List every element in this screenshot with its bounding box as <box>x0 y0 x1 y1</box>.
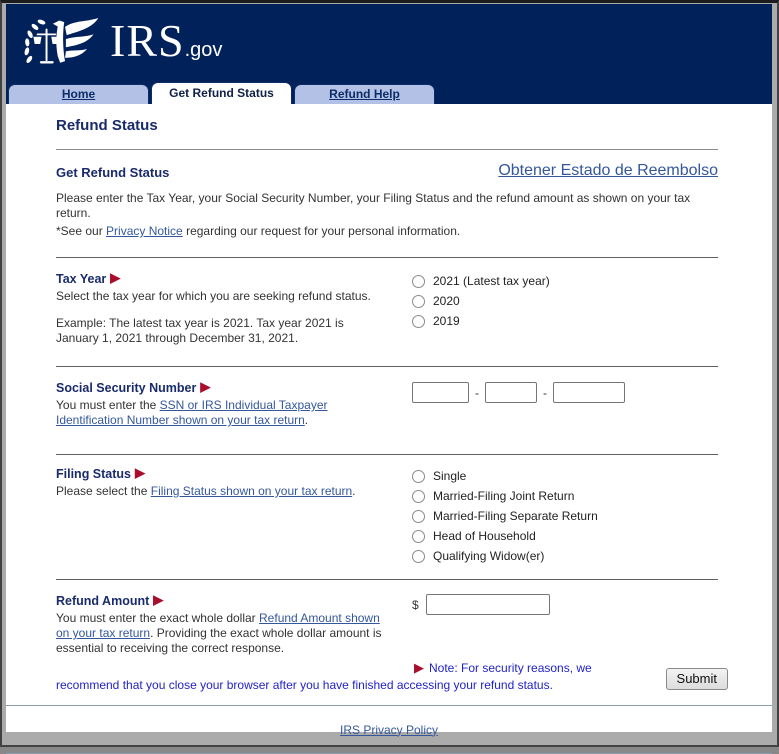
irs-privacy-policy-link[interactable]: IRS Privacy Policy <box>339 722 439 737</box>
tax-year-label: Tax Year ▶ <box>56 270 121 286</box>
ssn-input-group <box>412 379 718 403</box>
irs-masthead <box>6 4 772 104</box>
filing-option-married-separate[interactable]: Married-Filing Separate Return <box>412 509 718 523</box>
security-note-line1: ▶ Note: For security reasons, we <box>414 660 592 675</box>
filing-status-label: Filing Status ▶ <box>56 465 145 481</box>
filing-option-head-of-household[interactable]: Head of Household <box>412 529 718 543</box>
radio-single[interactable] <box>412 470 425 483</box>
ssn-serial-input[interactable] <box>553 382 625 403</box>
required-arrow-icon: ▶ <box>135 465 145 480</box>
intro-instructions: Please enter the Tax Year, your Social Security Number, your Filing Status and the refund amount as shown on your tax return. <box>56 191 691 220</box>
ssn-area-input[interactable] <box>412 382 469 403</box>
required-arrow-icon: ▶ <box>153 592 164 607</box>
refund-amount-section <box>56 580 718 656</box>
privacy-notice-line: *See our Privacy Notice regarding our request for your personal information. <box>56 224 461 238</box>
tax-year-section <box>56 258 718 366</box>
required-arrow-icon: ▶ <box>110 270 121 285</box>
ssn-dash: - <box>543 385 547 400</box>
ssn-label: Social Security Number ▶ <box>56 379 211 395</box>
spanish-version-link[interactable]: Obtener Estado de Reembolso <box>498 162 718 179</box>
tax-year-option-2019[interactable]: 2019 <box>412 314 718 328</box>
irs-refund-page <box>6 4 772 737</box>
main-nav-tabs <box>8 82 435 104</box>
filing-status-section <box>56 455 718 579</box>
tax-year-radio-group <box>412 270 718 328</box>
radio-2021[interactable] <box>412 275 425 288</box>
filing-status-help-link[interactable]: Filing Status shown on your tax return <box>150 484 353 498</box>
tax-year-option-2020[interactable]: 2020 <box>412 294 718 308</box>
radio-qualifying-widower[interactable] <box>412 550 425 563</box>
ssn-dash: - <box>475 385 479 400</box>
refund-amount-label: Refund Amount ▶ <box>56 592 164 608</box>
logo-brand-text: IRS <box>110 15 185 66</box>
ssn-description: You must enter the SSN or IRS Individual Taxpayer Identification Number shown on your tax return. <box>56 398 328 427</box>
page-title: Refund Status <box>56 117 158 134</box>
irs-logo <box>22 14 222 76</box>
tax-year-example: Example: The latest tax year is 2021. Tax year 2021 is January 1, 2021 through December 31, 2021. <box>56 316 344 345</box>
dollar-sign: $ <box>412 597 419 612</box>
main-content <box>6 104 772 705</box>
radio-2019[interactable] <box>412 315 425 328</box>
get-refund-status-heading: Get Refund Status <box>56 165 170 180</box>
note-arrow-icon: ▶ <box>414 660 424 675</box>
refund-amount-help-link[interactable]: Refund Amount shown on your tax return <box>56 611 380 640</box>
filing-option-married-joint[interactable]: Married-Filing Joint Return <box>412 489 718 503</box>
radio-2020[interactable] <box>412 295 425 308</box>
filing-status-radio-group <box>412 465 718 563</box>
submit-button[interactable]: Submit <box>666 668 728 690</box>
security-note-line2: recommend that you close your browser after you have finished accessing your refund status. <box>56 678 553 692</box>
filing-option-single[interactable]: Single <box>412 469 718 483</box>
refund-amount-description: You must enter the exact whole dollar Refund Amount shown on your tax return. Providing the exact whole dollar amount is essential to receiving the correct response. <box>56 611 382 655</box>
tab-refund-help[interactable]: Refund Help <box>294 84 435 104</box>
ssn-section <box>56 367 718 454</box>
tax-year-description: Select the tax year for which you are seeking refund status. <box>56 289 371 303</box>
refund-amount-input-group <box>412 592 718 615</box>
ssn-group-input[interactable] <box>485 382 537 403</box>
required-arrow-icon: ▶ <box>200 379 211 394</box>
page-footer <box>6 705 772 754</box>
tax-year-option-2021[interactable]: 2021 (Latest tax year) <box>412 274 718 288</box>
refund-amount-input[interactable] <box>426 594 550 615</box>
filing-status-description: Please select the Filing Status shown on your tax return. <box>56 484 356 498</box>
radio-head-of-household[interactable] <box>412 530 425 543</box>
security-note-area <box>56 660 718 705</box>
intro-section <box>56 150 718 257</box>
privacy-notice-link[interactable]: Privacy Notice <box>106 224 183 238</box>
ssn-help-link[interactable]: SSN or IRS Individual Taxpayer Identification Number shown on your tax return <box>56 398 328 427</box>
radio-married-joint[interactable] <box>412 490 425 503</box>
irs-eagle-icon <box>22 17 100 76</box>
tab-get-refund-status[interactable]: Get Refund Status <box>151 82 292 104</box>
radio-married-separate[interactable] <box>412 510 425 523</box>
filing-option-qualifying-widower[interactable]: Qualifying Widow(er) <box>412 549 718 563</box>
logo-gov-text: .gov <box>184 39 223 61</box>
tab-home[interactable]: Home <box>8 84 149 104</box>
